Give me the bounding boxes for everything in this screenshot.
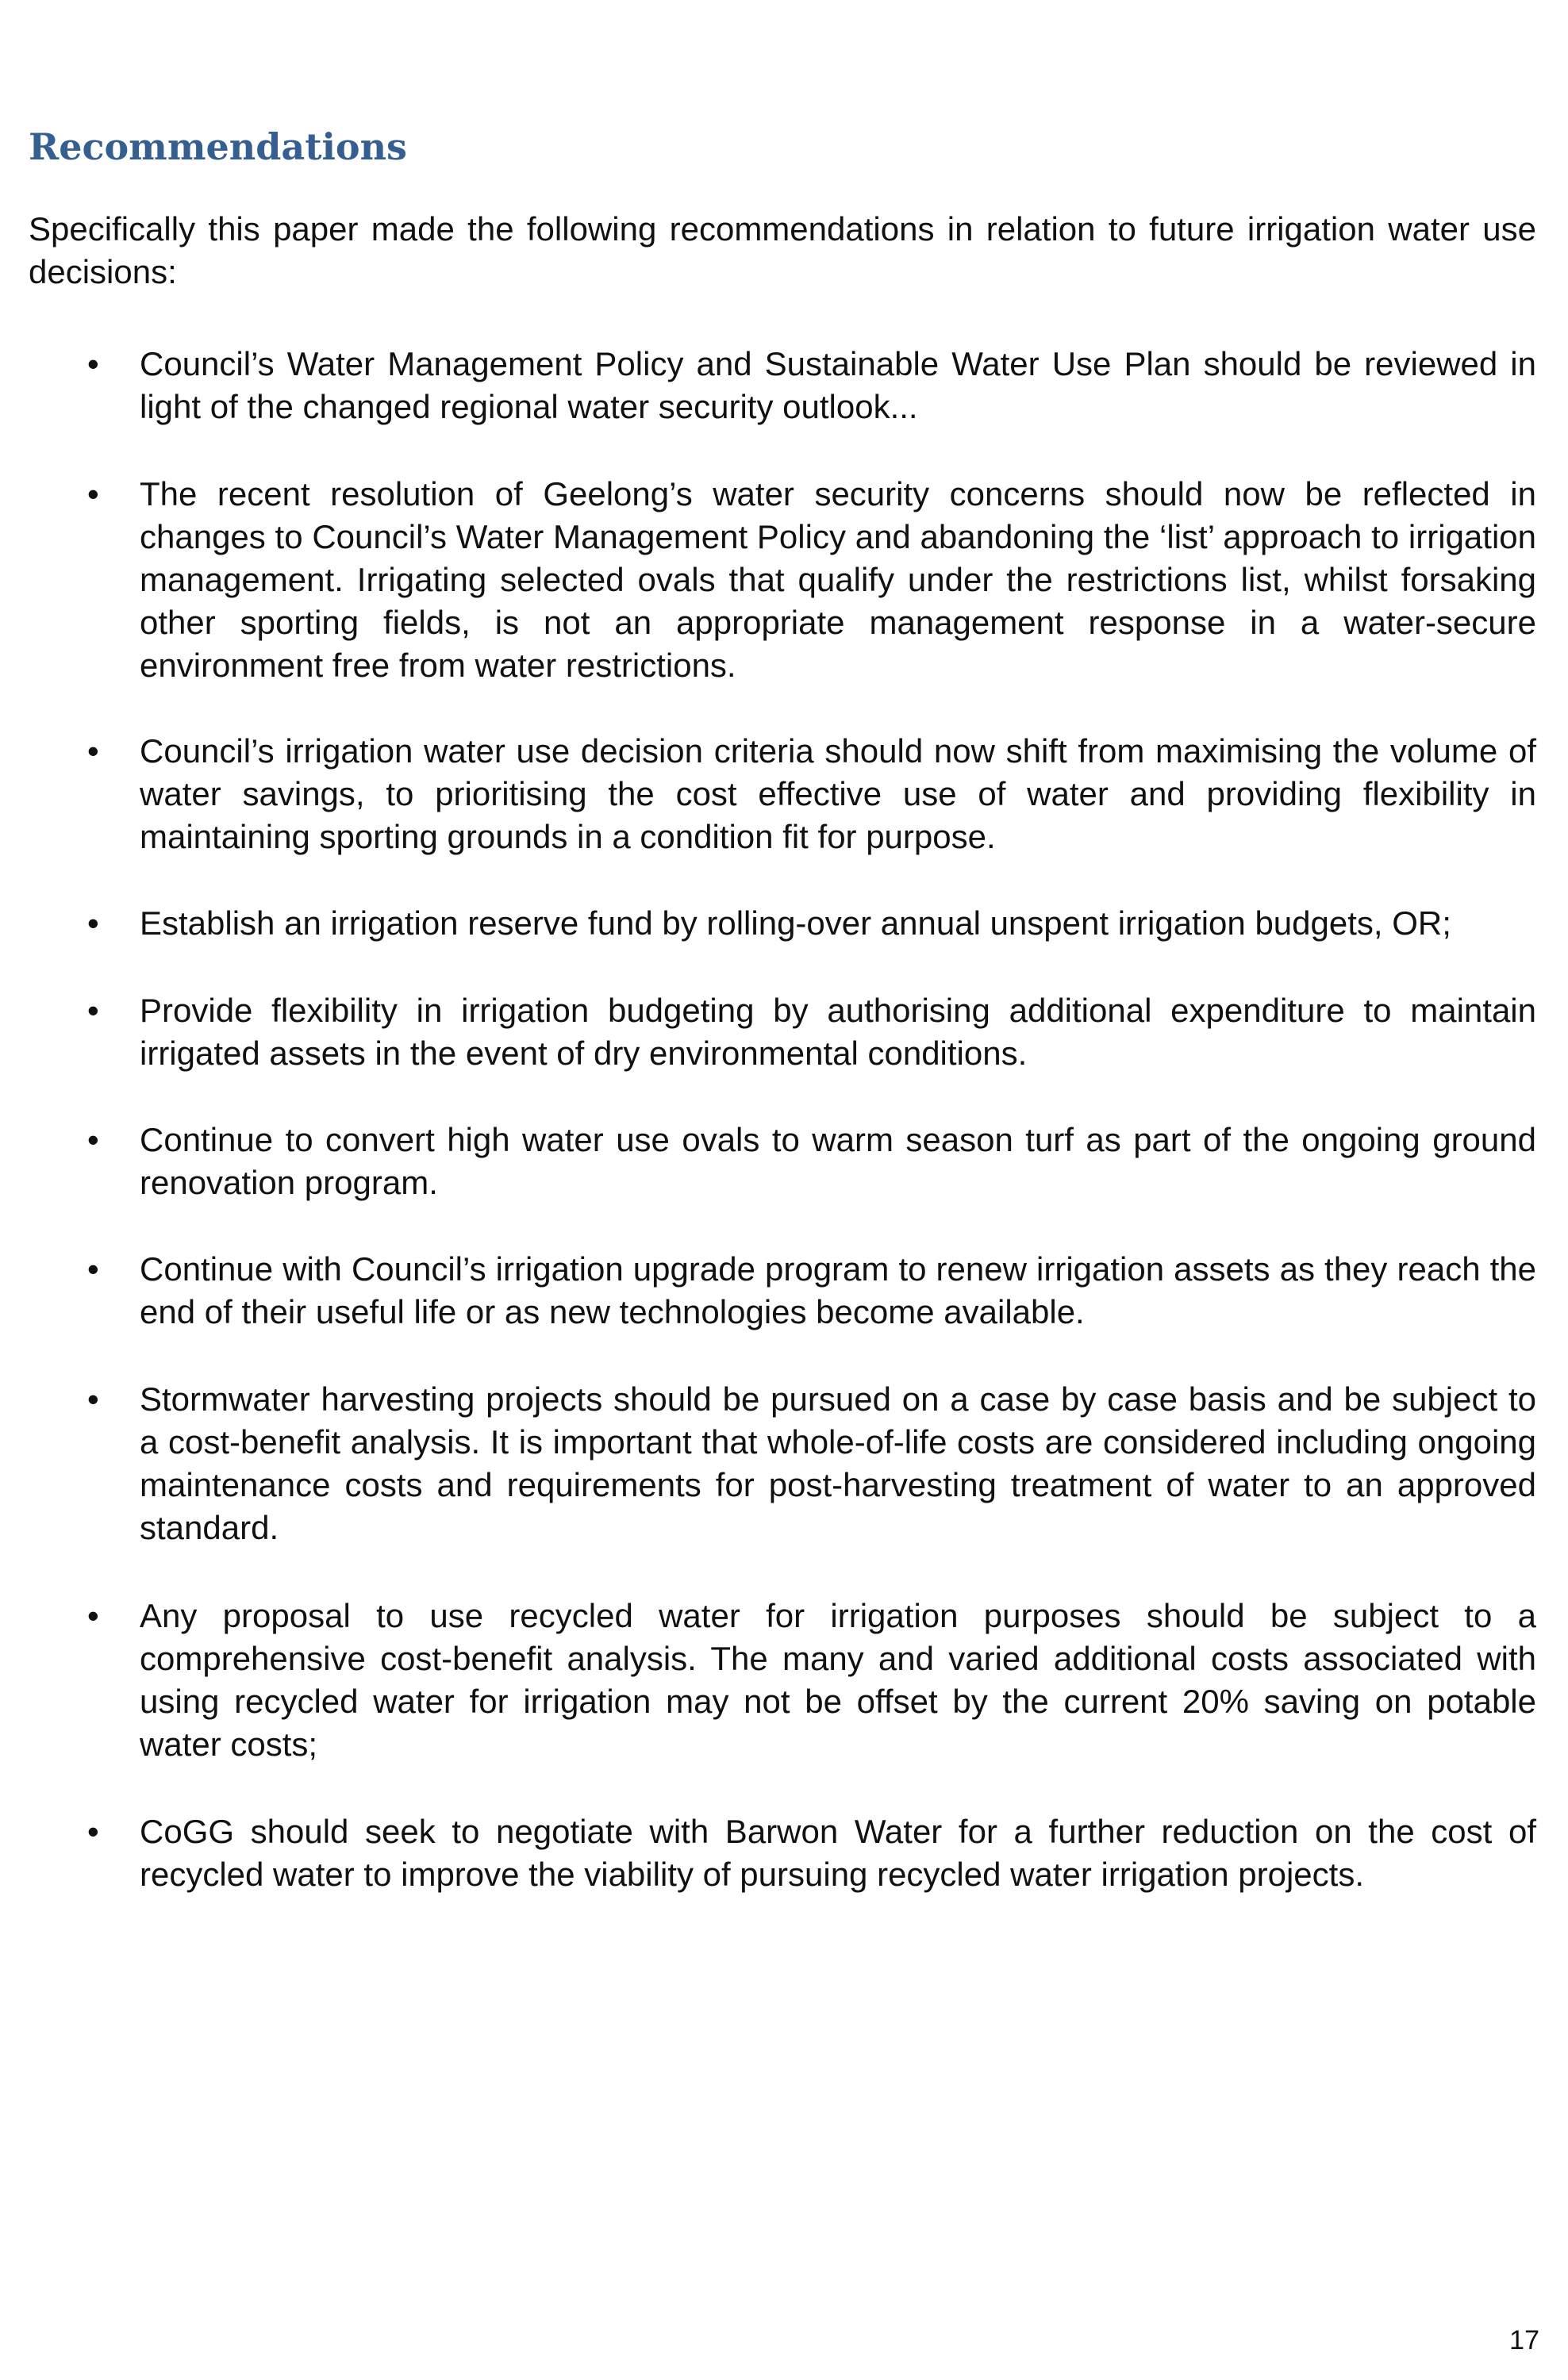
bullet-icon: • xyxy=(87,475,99,512)
recommendation-text: Council’s irrigation water use decision criteria should now shift from maximising the volume of water savings, to prioritising the cost effective use of water and providing flexibility in maintaining sporting grounds in a condition fit for purpose. xyxy=(140,732,1536,855)
bullet-icon: • xyxy=(87,732,99,770)
recommendation-text: CoGG should seek to negotiate with Barwon Water for a further reduction on the cost of recycled water to improve the viability of pursuing recycled water irrigation projects. xyxy=(140,1813,1536,1893)
section-heading: Recommendations xyxy=(29,125,407,168)
recommendation-text: Continue to convert high water use ovals to warm season turf as part of the ongoing ground renovation program. xyxy=(140,1121,1536,1201)
bullet-icon: • xyxy=(87,1121,99,1158)
intro-paragraph: Specifically this paper made the following recommendations in relation to future irrigation water use decisions: xyxy=(29,210,1536,290)
bullet-icon: • xyxy=(87,904,99,942)
recommendation-text: Provide flexibility in irrigation budgeting by authorising additional expenditure to maintain irrigated assets in the event of dry environmental conditions. xyxy=(140,992,1536,1072)
bullet-icon: • xyxy=(87,345,99,382)
bullet-icon: • xyxy=(87,1597,99,1634)
page-number: 17 xyxy=(1509,2325,1539,2355)
bullet-icon: • xyxy=(87,1380,99,1418)
bullet-icon: • xyxy=(87,992,99,1029)
recommendation-text: Continue with Council’s irrigation upgrade program to renew irrigation assets as they reach the end of their useful life or as new technologies become available. xyxy=(140,1250,1536,1330)
recommendation-text: Establish an irrigation reserve fund by rolling-over annual unspent irrigation budgets, OR; xyxy=(140,904,1451,942)
recommendation-text: Stormwater harvesting projects should be pursued on a case by case basis and be subject to a cost-benefit analysis. It is important that whole-of-life costs are considered including ongoing maintenance costs and requirements for post-harvesting treatment of water to an approved standard. xyxy=(140,1380,1536,1546)
bullet-icon: • xyxy=(87,1813,99,1850)
recommendation-text: The recent resolution of Geelong’s water security concerns should now be reflected in changes to Council’s Water Management Policy and abandoning the ‘list’ approach to irrigation management. Irrigating selected ovals that qualify under the restrictions list, whilst forsaking other sporting fields, is not an appropriate management response in a water-secure environment free from water restrictions. xyxy=(140,475,1536,684)
bullet-icon: • xyxy=(87,1250,99,1288)
recommendation-text: Council’s Water Management Policy and Sustainable Water Use Plan should be reviewed in light of the changed regional water security outlook... xyxy=(140,345,1536,425)
recommendation-text: Any proposal to use recycled water for irrigation purposes should be subject to a comprehensive cost-benefit analysis. The many and varied additional costs associated with using recycled water for irrigation may not be offset by the current 20% saving on potable water costs; xyxy=(140,1597,1536,1763)
